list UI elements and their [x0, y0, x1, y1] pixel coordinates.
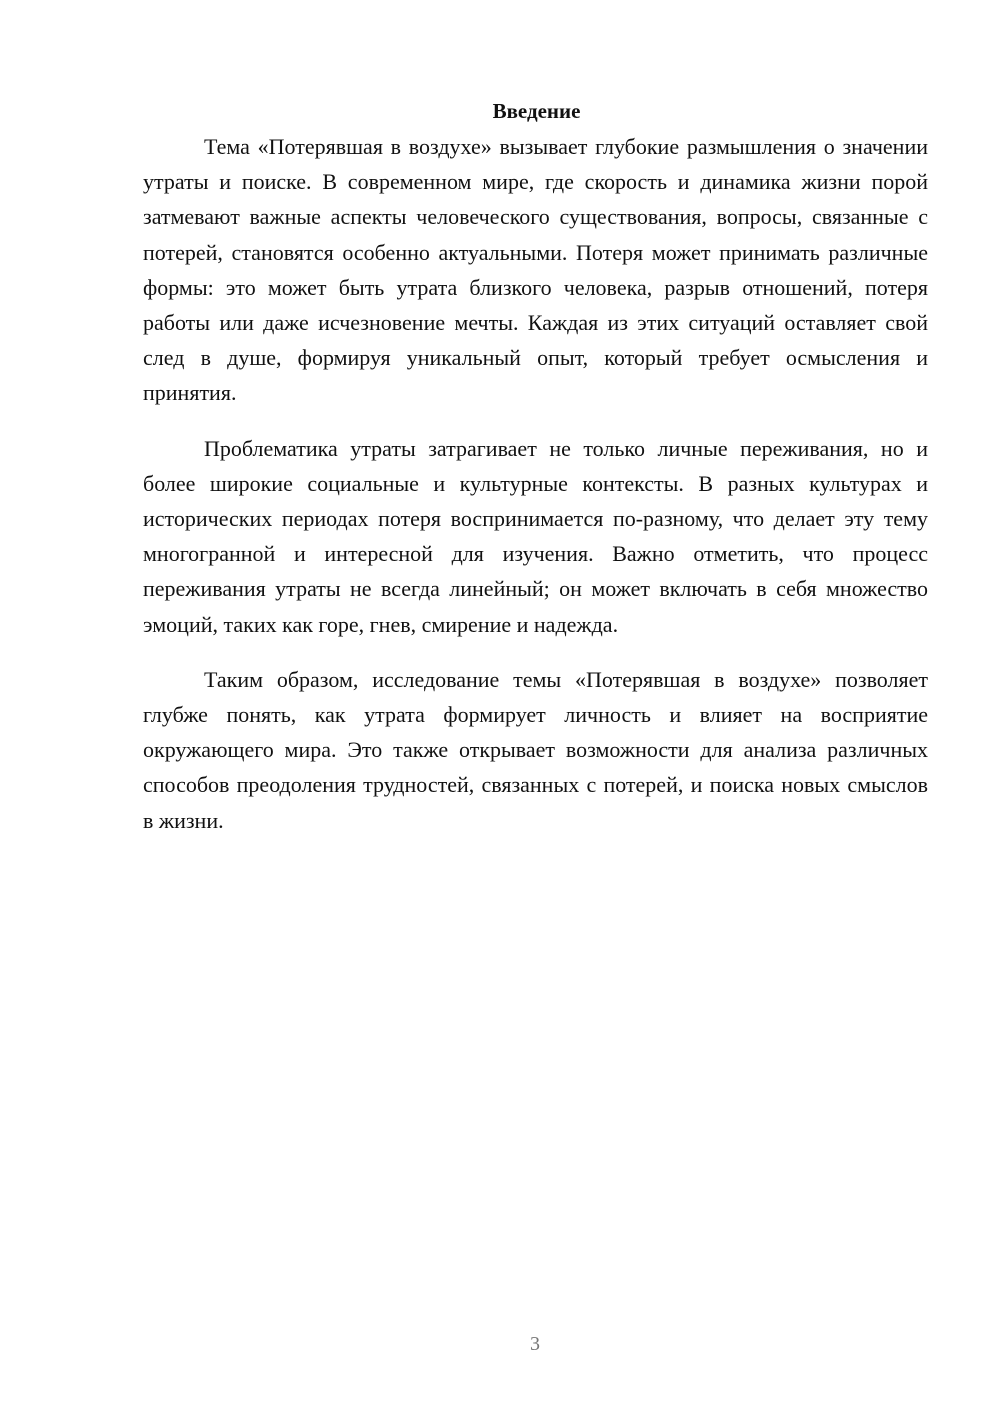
paragraph-3: Таким образом, исследование темы «Потерявшая в воздухе» позволяет глубже понять, как утрата формирует личность и влияет на восприятие окружающего мира. Это также открывает возможности для анализа различных способов преодоления трудностей, связанных с потерей, и поиска новых смыслов в жизни.: [143, 666, 928, 833]
paragraph-1: Тема «Потерявшая в воздухе» вызывает глубокие размышления о значении утраты и поиске. В современном мире, где скорость и динамика жизни порой затмевают важные аспекты человеческого существования, вопросы, связанные с потерей, становятся особенно актуальными. Потеря может принимать различные формы: это может быть утрата близкого человека, разрыв отношений, потеря работы или даже исчезновение мечты. Каждая из этих ситуаций оставляет свой след в душе, формируя уникальный опыт, который требует осмысления и принятия.: [143, 134, 928, 406]
paragraph-2: Проблематика утраты затрагивает не только личные переживания, но и более широкие социальные и культурные контексты. В разных культурах и исторических периодах потеря воспринимается по-разному, что делает эту тему многогранной и интересной для изучения. Важно отметить, что процесс переживания утраты не всегда линейный; он может включать в себя множество эмоций, таких как горе, гнев, смирение и надежда.: [143, 435, 928, 637]
section-title: Введение: [492, 99, 581, 123]
page-content: [143, 93, 928, 838]
page-number: 3: [530, 1333, 540, 1355]
